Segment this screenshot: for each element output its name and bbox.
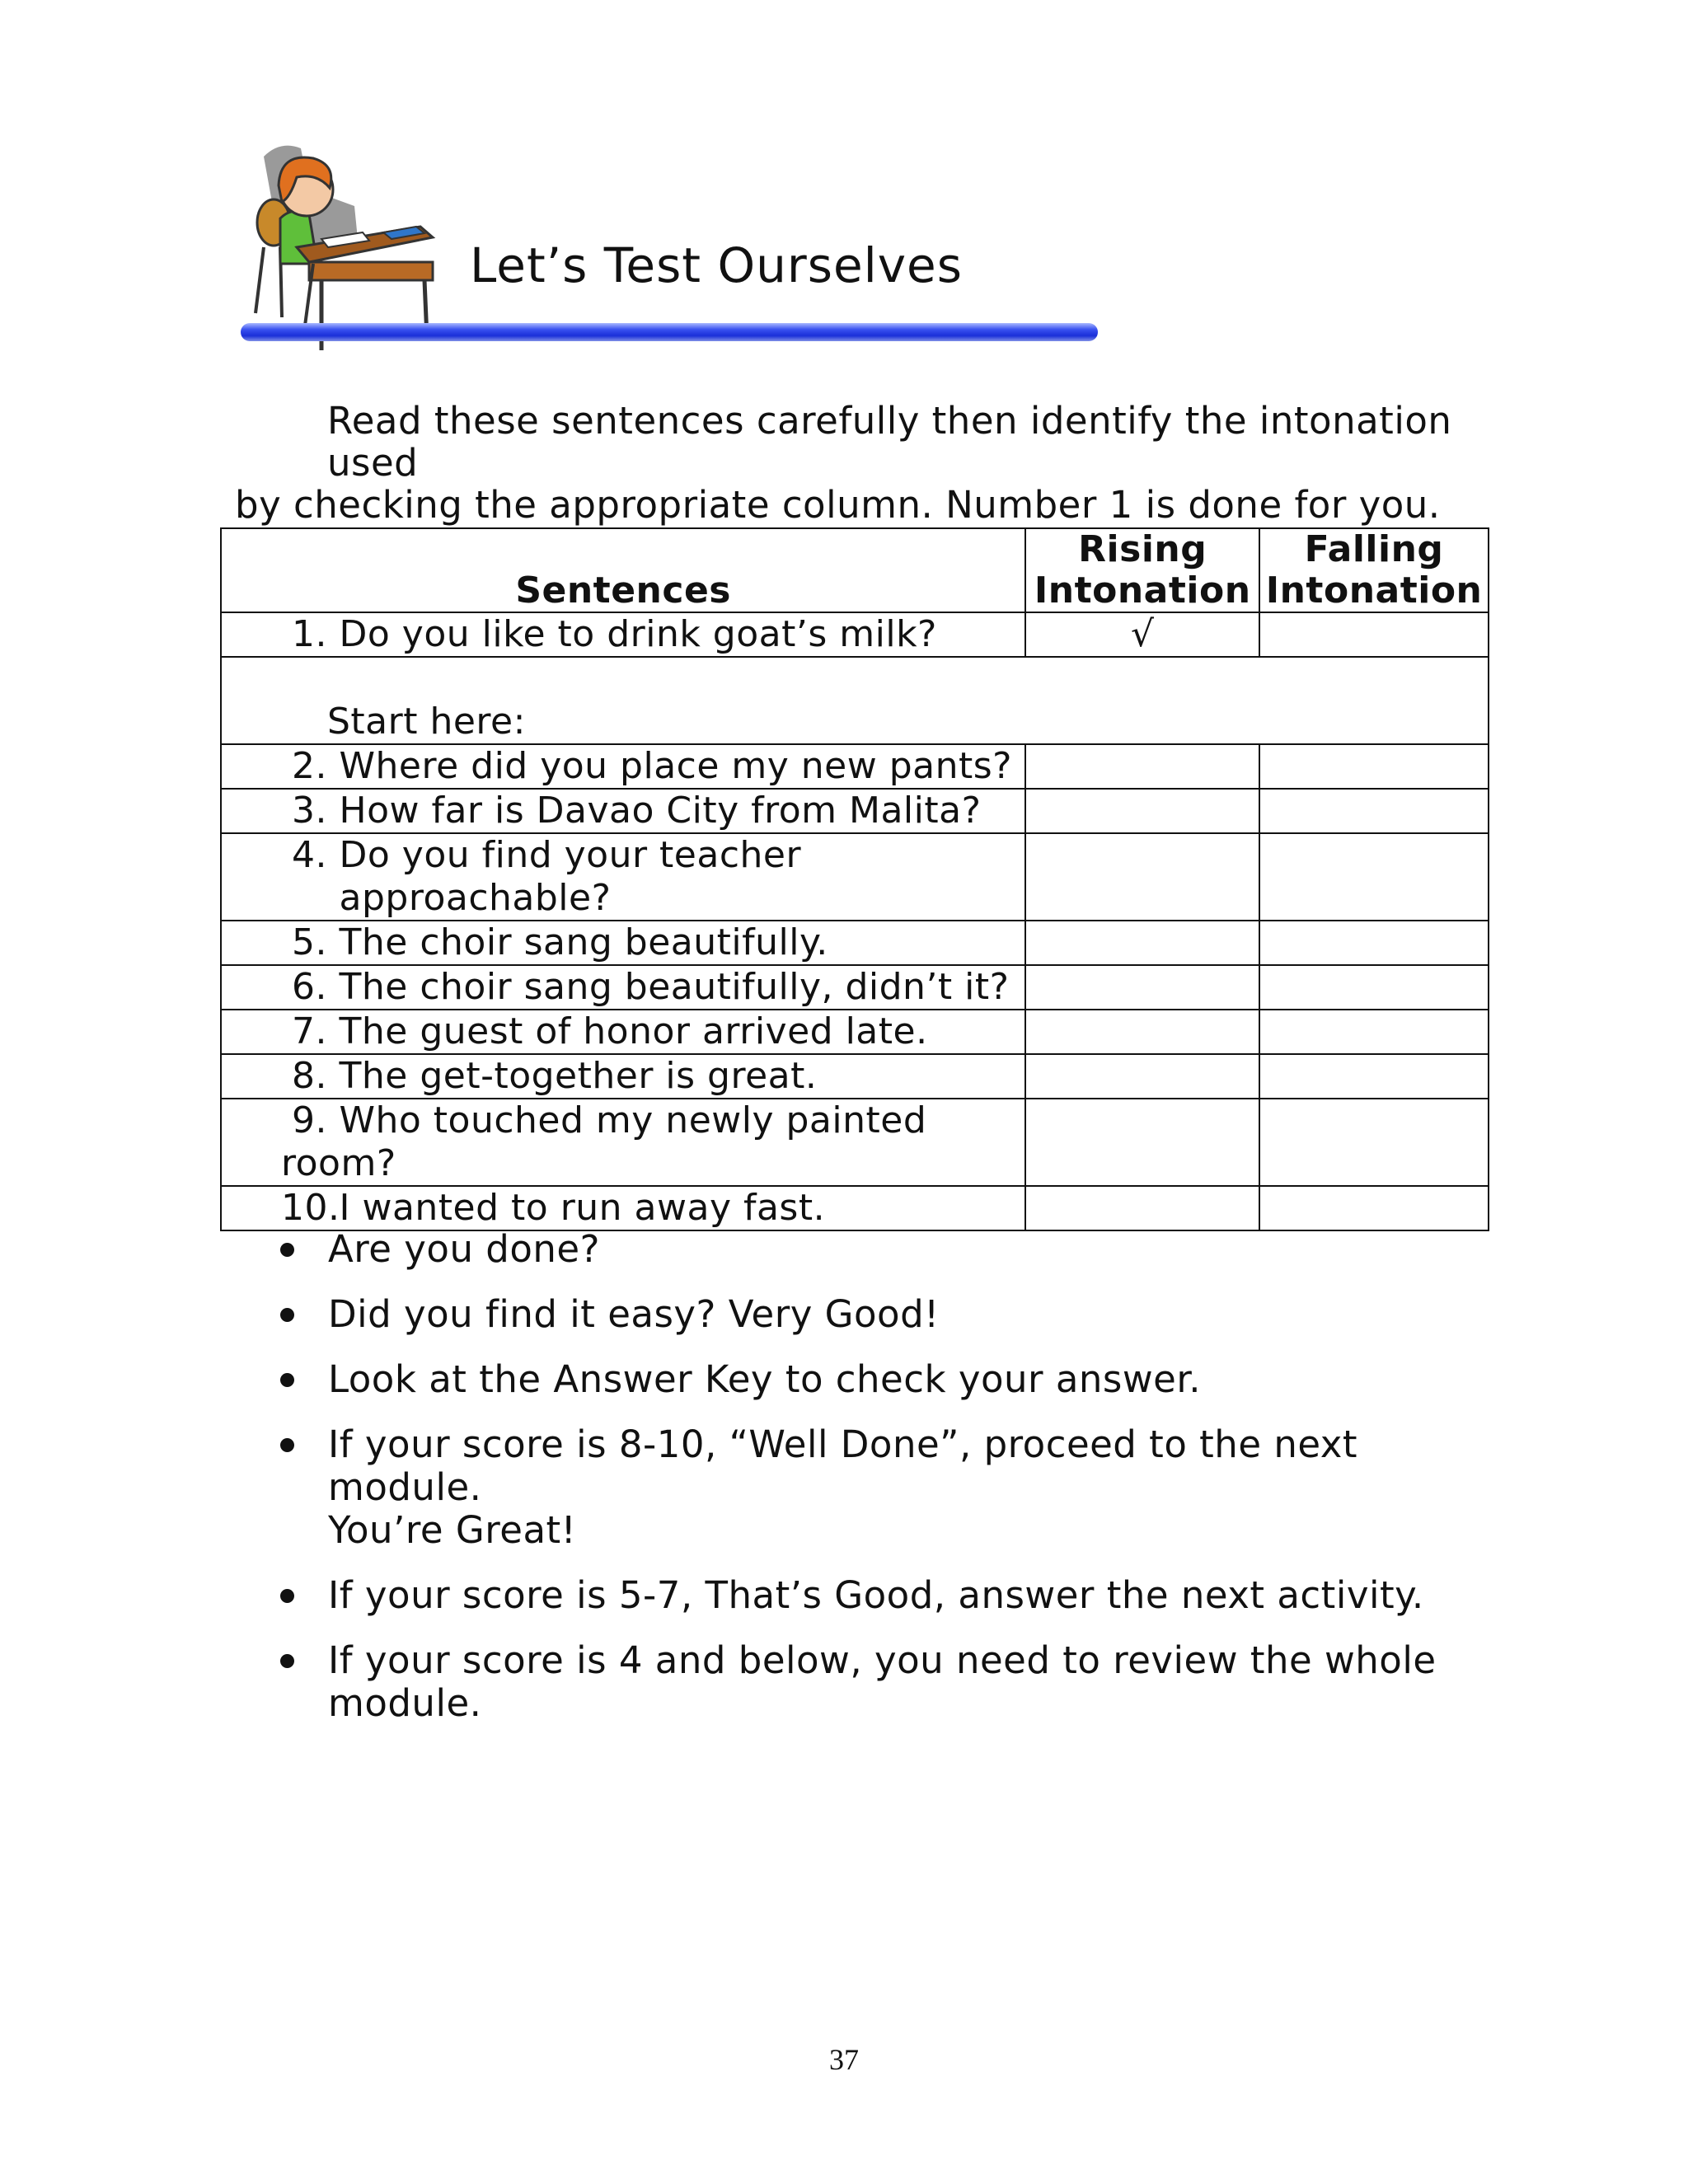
bullet-text: If your score is 4 and below, you need to review the whole bbox=[328, 1638, 1437, 1682]
bullet-icon bbox=[280, 1373, 294, 1387]
rising-check-cell[interactable] bbox=[1025, 1099, 1259, 1186]
header-falling-line-2: Intonation bbox=[1265, 569, 1483, 612]
bullet-icon bbox=[280, 1438, 294, 1452]
intonation-table bbox=[220, 527, 1489, 1231]
table-row bbox=[221, 833, 1489, 921]
bullet-icon bbox=[280, 1589, 294, 1603]
sentence-number: 1. bbox=[292, 613, 327, 655]
instructions-line-1: Read these sentences carefully then identify the intonation used bbox=[327, 399, 1452, 485]
sentence-cell bbox=[221, 1054, 1025, 1099]
table-row bbox=[221, 1099, 1489, 1186]
bullet-text: Look at the Answer Key to check your answer. bbox=[328, 1357, 1202, 1401]
bullet-list bbox=[280, 1228, 1517, 1747]
sentence-text-line-1: Do you find your teacher bbox=[339, 834, 802, 876]
sentence-text: How far is Davao City from Malita? bbox=[339, 790, 982, 832]
rising-check-cell[interactable] bbox=[1025, 1010, 1259, 1054]
sentence-text: The get-together is great. bbox=[339, 1055, 818, 1097]
table-row bbox=[221, 1054, 1489, 1099]
start-here-row bbox=[221, 657, 1489, 744]
bullet-text-continued: You’re Great! bbox=[328, 1508, 577, 1552]
bullet-item bbox=[280, 1423, 1517, 1552]
instructions bbox=[235, 400, 1488, 526]
sentence-number: 2. bbox=[292, 745, 327, 787]
bullet-text: Did you find it easy? Very Good! bbox=[328, 1292, 940, 1336]
sentence-text: I wanted to run away fast. bbox=[339, 1187, 826, 1229]
sentence-cell bbox=[221, 612, 1025, 657]
bullet-text: If your score is 5-7, That’s Good, answer the next activity. bbox=[328, 1573, 1424, 1617]
sentence-text: The choir sang beautifully, didn’t it? bbox=[339, 966, 1010, 1008]
rising-check-cell[interactable] bbox=[1025, 789, 1259, 833]
sentence-cell bbox=[221, 1099, 1025, 1186]
header-falling-intonation bbox=[1259, 528, 1489, 612]
falling-check-cell[interactable] bbox=[1259, 1010, 1489, 1054]
table-row bbox=[221, 1186, 1489, 1230]
table-row bbox=[221, 789, 1489, 833]
table-row bbox=[221, 744, 1489, 789]
sentence-cell bbox=[221, 1010, 1025, 1054]
bullet-text-continued: module. bbox=[328, 1681, 482, 1725]
falling-check-cell[interactable] bbox=[1259, 833, 1489, 921]
falling-check-cell[interactable] bbox=[1259, 1186, 1489, 1230]
falling-check-cell[interactable] bbox=[1259, 612, 1489, 657]
rising-check-cell[interactable] bbox=[1025, 965, 1259, 1010]
bullet-icon bbox=[280, 1308, 294, 1322]
sentence-number: 7. bbox=[292, 1010, 327, 1052]
sentence-number: 9. bbox=[292, 1099, 327, 1141]
table-row bbox=[221, 1010, 1489, 1054]
table-row bbox=[221, 612, 1489, 657]
sentence-text: Do you like to drink goat’s milk? bbox=[339, 613, 937, 655]
page-title: Let’s Test Ourselves bbox=[470, 237, 963, 293]
student-at-desk-illustration bbox=[231, 140, 453, 354]
bullet-icon bbox=[280, 1654, 294, 1668]
page-number: 37 bbox=[829, 2043, 859, 2076]
sentence-number: 8. bbox=[292, 1055, 327, 1097]
bullet-text: If your score is 8-10, “Well Done”, proceed to the next module. bbox=[328, 1422, 1358, 1509]
bullet-item bbox=[280, 1293, 1517, 1336]
sentence-cell bbox=[221, 744, 1025, 789]
bullet-item bbox=[280, 1358, 1517, 1401]
sentence-number: 5. bbox=[292, 921, 327, 963]
sentence-text: Where did you place my new pants? bbox=[339, 745, 1013, 787]
sentence-number: 4. bbox=[292, 834, 327, 876]
rising-check-cell[interactable] bbox=[1025, 744, 1259, 789]
sentence-text: The guest of honor arrived late. bbox=[339, 1010, 928, 1052]
rising-check-cell[interactable] bbox=[1025, 1186, 1259, 1230]
rising-check-cell[interactable] bbox=[1025, 1054, 1259, 1099]
sentence-cell bbox=[221, 965, 1025, 1010]
falling-check-cell[interactable] bbox=[1259, 789, 1489, 833]
sentence-text-line-2: approachable? bbox=[339, 877, 612, 919]
checkmark-icon: √ bbox=[1130, 613, 1155, 655]
bullet-item bbox=[280, 1574, 1517, 1617]
instructions-line-2: by checking the appropriate column. Number 1 is done for you. bbox=[235, 483, 1441, 527]
sentence-cell bbox=[221, 921, 1025, 965]
sentence-cell bbox=[221, 789, 1025, 833]
start-here-label: Start here: bbox=[221, 657, 1489, 744]
sentence-number: 10. bbox=[281, 1187, 340, 1229]
header-rising-line-2: Intonation bbox=[1034, 569, 1251, 612]
falling-check-cell[interactable] bbox=[1259, 921, 1489, 965]
header-rising-line-1: Rising bbox=[1078, 528, 1207, 570]
bullet-icon bbox=[280, 1243, 294, 1257]
header-sentences: Sentences bbox=[221, 528, 1025, 612]
header-falling-line-1: Falling bbox=[1304, 528, 1444, 570]
rising-check-cell[interactable] bbox=[1025, 833, 1259, 921]
table-header-row bbox=[221, 528, 1489, 612]
sentence-number: 6. bbox=[292, 966, 327, 1008]
bullet-item bbox=[280, 1228, 1517, 1271]
sentence-cell bbox=[221, 833, 1025, 921]
table-row bbox=[221, 965, 1489, 1010]
falling-check-cell[interactable] bbox=[1259, 744, 1489, 789]
falling-check-cell[interactable] bbox=[1259, 1099, 1489, 1186]
sentence-cell bbox=[221, 1186, 1025, 1230]
falling-check-cell[interactable] bbox=[1259, 1054, 1489, 1099]
section-header bbox=[231, 140, 1121, 354]
sentence-number: 3. bbox=[292, 790, 327, 832]
sentence-text: Who touched my newly painted room? bbox=[281, 1099, 927, 1184]
falling-check-cell[interactable] bbox=[1259, 965, 1489, 1010]
rising-check-cell[interactable] bbox=[1025, 921, 1259, 965]
bullet-text: Are you done? bbox=[328, 1227, 600, 1271]
sentence-text bbox=[340, 834, 802, 920]
rising-check-cell[interactable] bbox=[1025, 612, 1259, 657]
bullet-item bbox=[280, 1639, 1517, 1725]
sentence-text: The choir sang beautifully. bbox=[339, 921, 828, 963]
table-row bbox=[221, 921, 1489, 965]
title-underline-bar bbox=[241, 323, 1098, 341]
header-rising-intonation bbox=[1025, 528, 1259, 612]
